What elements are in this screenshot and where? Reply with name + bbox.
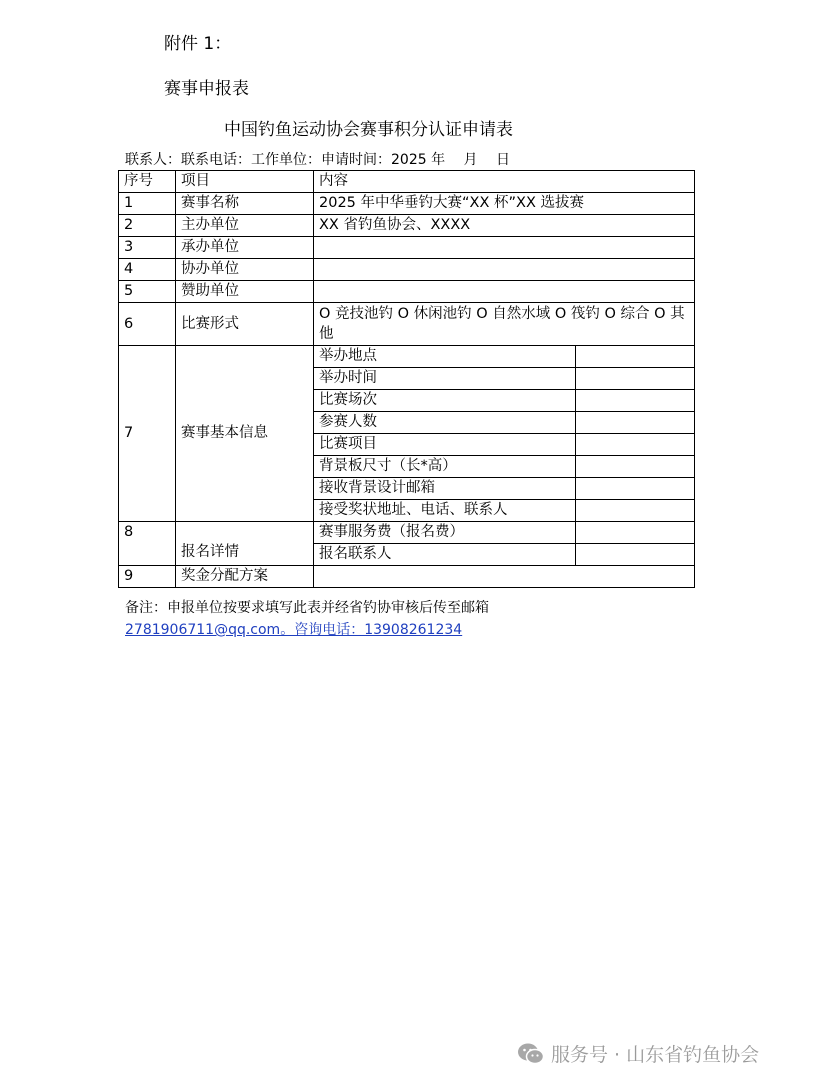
sub-item-value[interactable] [576,346,695,368]
table-row [119,566,695,588]
header-item: 项目 [176,171,314,193]
wechat-icon [517,1042,545,1066]
table-row [119,215,695,237]
competition-format-options[interactable]: O 竞技池钓 O 休闲池钓 O 自然水域 O 筏钓 O 综合 O 其他 [314,303,695,346]
sub-item-value[interactable] [576,368,695,390]
sub-item-label: 背景板尺寸（长*高） [314,456,576,478]
header-no: 序号 [119,171,176,193]
table-row [119,522,695,544]
row-no: 3 [119,237,176,259]
sub-item-value[interactable] [576,412,695,434]
sub-item-label: 举办时间 [314,368,576,390]
form-name: 赛事申报表 [164,79,249,99]
row-no: 9 [119,566,176,588]
row-item: 报名详情 [176,522,314,566]
table-row [119,193,695,215]
sub-item-label: 接收背景设计邮箱 [314,478,576,500]
row-item: 赛事名称 [176,193,314,215]
row-item: 协办单位 [176,259,314,281]
row-content[interactable]: 2025 年中华垂钓大赛“XX 杯”XX 选拔赛 [314,193,695,215]
sub-item-value[interactable] [576,544,695,566]
table-row [119,281,695,303]
sub-item-label: 接受奖状地址、电话、联系人 [314,500,576,522]
watermark-text: 服务号 · 山东省钓鱼协会 [551,1044,760,1066]
row-content[interactable] [314,281,695,303]
attachment-label: 附件 1： [164,34,232,54]
sub-item-value[interactable] [576,434,695,456]
row-no: 1 [119,193,176,215]
watermark [517,1040,759,1067]
table-header-row [119,171,695,193]
contact-email-link[interactable]: 2781906711@qq.com。咨询电话：13908261234 [125,622,463,638]
sub-item-value[interactable] [576,478,695,500]
row-content[interactable] [314,259,695,281]
row-no: 8 [119,522,176,566]
document-title: 中国钓鱼运动协会赛事积分认证申请表 [224,120,513,140]
row-item: 奖金分配方案 [176,566,314,588]
row-item: 赞助单位 [176,281,314,303]
row-content[interactable] [314,237,695,259]
application-form-table [118,170,695,588]
sub-item-value[interactable] [576,522,695,544]
table-row [119,237,695,259]
row-item: 承办单位 [176,237,314,259]
row-no: 7 [119,346,176,522]
sub-item-value[interactable] [576,390,695,412]
row-no: 4 [119,259,176,281]
sub-item-label: 比赛场次 [314,390,576,412]
row-item: 赛事基本信息 [176,346,314,522]
row-item: 主办单位 [176,215,314,237]
row-no: 2 [119,215,176,237]
contact-info-line: 联系人：联系电话：工作单位：申请时间：2025 年 月 日 [125,152,510,168]
note-text: 备注：申报单位按要求填写此表并经省钓协审核后传至邮箱 [125,600,489,616]
table-row [119,346,695,368]
sub-item-label: 比赛项目 [314,434,576,456]
sub-item-label: 赛事服务费（报名费） [314,522,576,544]
table-row [119,259,695,281]
sub-item-label: 举办地点 [314,346,576,368]
row-content[interactable] [314,566,695,588]
row-item: 比赛形式 [176,303,314,346]
table-row [119,303,695,346]
sub-item-value[interactable] [576,456,695,478]
header-content: 内容 [314,171,695,193]
sub-item-label: 报名联系人 [314,544,576,566]
sub-item-value[interactable] [576,500,695,522]
row-content[interactable]: XX 省钓鱼协会、XXXX [314,215,695,237]
row-no: 5 [119,281,176,303]
row-no: 6 [119,303,176,346]
sub-item-label: 参赛人数 [314,412,576,434]
